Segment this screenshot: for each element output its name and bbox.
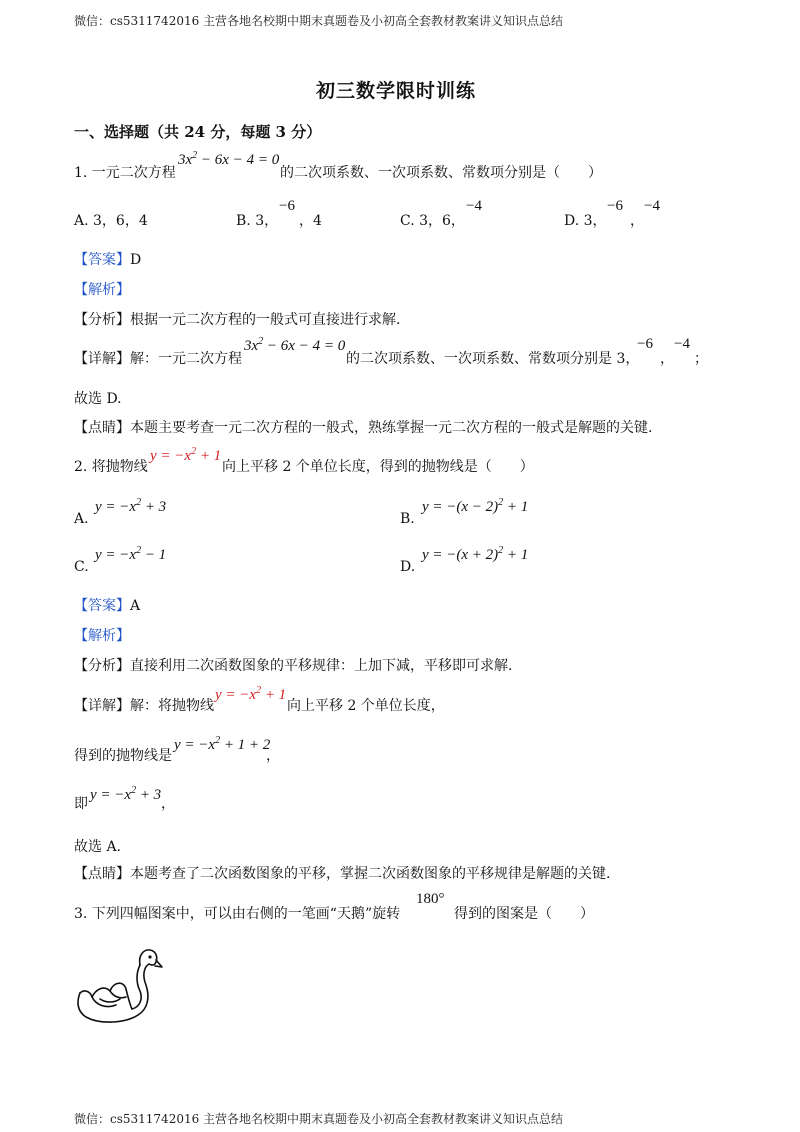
q1-xiangjie-sep: ，	[660, 351, 674, 367]
q2-choose: 故选 A.	[74, 839, 122, 855]
q1-option-d-num2: −4	[644, 198, 660, 214]
q1-option-c-num: −4	[466, 198, 482, 214]
q1-stem-pre: 1. 一元二次方程	[74, 165, 176, 181]
q2-equation: $y = -x^2 + 1$	[150, 446, 222, 464]
q1-option-c-pre: C. 3，6，	[400, 213, 465, 229]
q1-option-d-num1: −6	[607, 198, 623, 214]
q1-option-b-num: −6	[279, 198, 295, 214]
q1-stem-post: 的二次项系数、一次项系数、常数项分别是（ ）	[280, 165, 602, 181]
q2-step1-eq: $y = -x^2 + 1 + 2$	[174, 735, 271, 753]
q2-option-c-eq: $y = -x^2 - 1$	[95, 545, 167, 563]
q1-choose: 故选 D.	[74, 391, 122, 407]
q1-answer: 【答案】D	[74, 252, 142, 268]
q2-option-b-letter: B.	[400, 511, 415, 527]
q1-option-b-post: ，4	[299, 213, 322, 229]
q1-xiangjie-post: 的二次项系数、一次项系数、常数项分别是 3，	[346, 351, 640, 367]
q1-analysis-tag: 【解析】	[74, 282, 130, 298]
q1-option-d-pre: D. 3，	[564, 213, 607, 229]
q2-stem-post: 向上平移 2 个单位长度，得到的抛物线是（ ）	[222, 459, 534, 475]
page-footer: 微信：cs5311742016 主营各地名校期中期末真题卷及小初高全套教材教案讲义知识点总结	[74, 1112, 564, 1126]
q2-option-c-letter: C.	[74, 559, 89, 575]
q1-option-b-pre: B. 3，	[236, 213, 279, 229]
q1-xiangjie-num1: −6	[637, 336, 653, 352]
q2-analysis-tag: 【解析】	[74, 628, 130, 644]
q2-option-d-letter: D.	[400, 559, 416, 575]
q2-xiangjie-post: 向上平移 2 个单位长度，	[287, 698, 445, 714]
q2-step1-post: ，	[266, 748, 280, 764]
q2-answer: 【答案】A	[74, 598, 141, 614]
q2-step2-eq: $y = -x^2 + 3$	[90, 785, 162, 803]
q3-angle: 180°	[416, 891, 445, 907]
section-heading: 一、选择题（共 24 分，每题 3 分）	[74, 123, 322, 141]
q1-equation: $3x^2 - 6x - 4 = 0$	[178, 150, 280, 168]
q1-dianjing: 【点睛】本题主要考查一元二次方程的一般式，熟练掌握一元二次方程的一般式是解题的关键.	[74, 420, 653, 436]
q2-step1-pre: 得到的抛物线是	[74, 748, 172, 764]
q1-xiangjie-pre: 【详解】解：一元二次方程	[74, 351, 242, 367]
swan-figure	[70, 945, 170, 1030]
q2-xiangjie-pre: 【详解】解：将抛物线	[74, 698, 214, 714]
q1-xiangjie-num2: −4	[674, 336, 690, 352]
q2-xiangjie-equation: $y = -x^2 + 1$	[215, 685, 287, 703]
q2-option-a-letter: A.	[74, 511, 89, 527]
q2-option-d-eq: $y = -(x + 2)^2 + 1$	[422, 545, 529, 563]
q1-fenxi: 【分析】根据一元二次方程的一般式可直接进行求解.	[74, 312, 401, 328]
q3-stem-pre: 3. 下列四幅图案中，可以由右侧的一笔画“天鹅”旋转	[74, 906, 401, 922]
q1-option-d-sep: ，	[630, 213, 644, 229]
q1-option-a: A. 3，6，4	[74, 213, 148, 229]
q2-option-b-eq: $y = -(x - 2)^2 + 1$	[422, 497, 529, 515]
q2-dianjing: 【点睛】本题考查了二次函数图象的平移，掌握二次函数图象的平移规律是解题的关键.	[74, 866, 611, 882]
q2-option-a-eq: $y = -x^2 + 3$	[95, 497, 167, 515]
q1-xiangjie-end: ；	[694, 351, 708, 367]
q2-step2-pre: 即	[74, 796, 88, 812]
page-title: 初三数学限时训练	[316, 80, 477, 102]
q2-stem-pre: 2. 将抛物线	[74, 459, 148, 475]
page-header: 微信：cs5311742016 主营各地名校期中期末真题卷及小初高全套教材教案讲义知识点总结	[74, 14, 564, 28]
q1-xiangjie-equation: $3x^2 - 6x - 4 = 0$	[244, 336, 346, 354]
q2-fenxi: 【分析】直接利用二次函数图象的平移规律：上加下减，平移即可求解.	[74, 658, 513, 674]
q2-step2-post: ，	[161, 796, 175, 812]
q3-stem-post: 得到的图案是（ ）	[454, 906, 594, 922]
